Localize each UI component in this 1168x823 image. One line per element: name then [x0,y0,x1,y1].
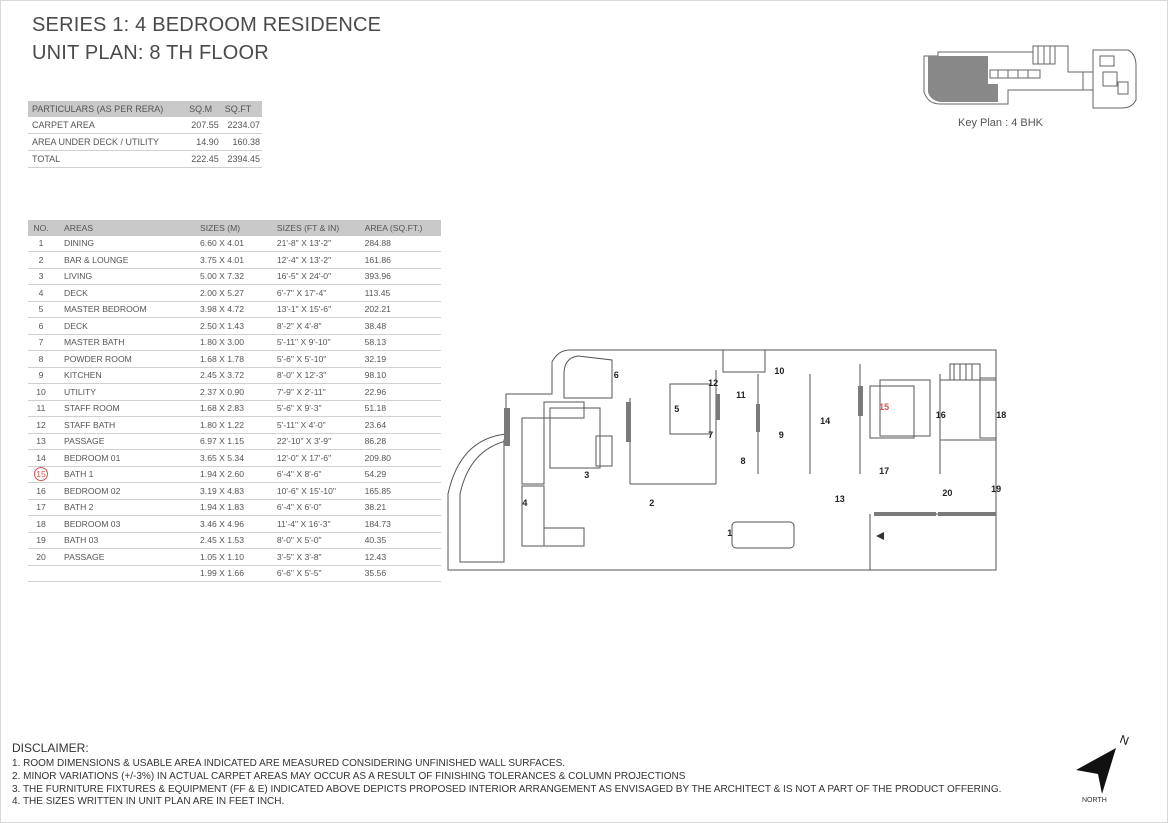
area-sqft: 98.10 [361,367,441,384]
size-ft: 6'-4" X 6'-0" [265,499,361,516]
room-number-label: 4 [522,498,528,508]
size-ft: 6'-6" X 5'-5" [265,565,361,582]
table-row [28,433,441,450]
area-name: BATH 2 [54,499,172,516]
table-row [28,532,441,549]
size-m: 2.37 X 0.90 [172,384,265,401]
size-m: 2.00 X 5.27 [172,285,265,302]
row-number: 9 [28,367,54,384]
area-sqft: 23.64 [361,417,441,434]
row-number: 2 [28,252,54,269]
room-number-label: 13 [834,494,845,504]
area-name: BATH 03 [54,532,172,549]
area-sqft: 113.45 [361,285,441,302]
table-row [28,549,441,566]
size-ft: 11'-4" X 16'-3" [265,516,361,533]
page-title [32,11,381,67]
sizes-ft-header: SIZES (FT & IN) [265,220,361,236]
size-m: 1.99 X 1.66 [172,565,265,582]
area-name: DECK [54,318,172,335]
particulars-label: TOTAL [28,151,185,168]
row-number: 19 [28,532,54,549]
sqm-value: 207.55 [185,117,221,134]
disclaimer-line-1: 1. ROOM DIMENSIONS & USABLE AREA INDICATED ARE MEASURED CONSIDERING UNFINISHED WALL SURFACES. [12,758,566,769]
table-row [28,268,441,285]
size-m: 2.45 X 3.72 [172,367,265,384]
size-ft: 22'-10" X 3'-9" [265,433,361,450]
area-name: PASSAGE [54,549,172,566]
row-number: 1 [28,236,54,252]
particulars-header-row [28,101,262,117]
size-m: 1.94 X 1.83 [172,499,265,516]
room-number-label: 19 [991,484,1002,494]
room-number-label: 15 [879,402,890,412]
size-m: 2.45 X 1.53 [172,532,265,549]
size-m: 3.19 X 4.83 [172,483,265,500]
row-number: 10 [28,384,54,401]
sqm-value: 14.90 [185,134,221,151]
disclaimer-line-4: 4. THE SIZES WRITTEN IN UNIT PLAN ARE IN FEET INCH. [12,796,285,808]
size-m: 6.97 X 1.15 [172,433,265,450]
areas-table [28,220,441,582]
room-number-label: 12 [708,378,719,388]
size-ft: 5'-6" X 5'-10" [265,351,361,368]
sqm-value: 222.45 [185,151,221,168]
row-number: 13 [28,433,54,450]
size-ft: 12'-4" X 13'-2" [265,252,361,269]
area-sqft: 209.80 [361,450,441,467]
no-header: NO. [28,220,54,236]
table-row [28,499,441,516]
room-number-label: 3 [584,470,590,480]
table-row [28,236,441,252]
size-m: 3.75 X 4.01 [172,252,265,269]
row-number: 5 [28,301,54,318]
area-sqft: 393.96 [361,268,441,285]
table-row [28,318,441,335]
north-label: NORTH [1082,797,1107,804]
particulars-row [28,151,262,168]
area-sqft: 35.56 [361,565,441,582]
room-number-label: 7 [708,430,714,440]
area-sqft: 38.21 [361,499,441,516]
table-row [28,466,441,483]
table-row [28,252,441,269]
floor-plan-drawing [440,344,1007,576]
table-row [28,417,441,434]
area-sqft: 184.73 [361,516,441,533]
area-name: KITCHEN [54,367,172,384]
area-name: STAFF BATH [54,417,172,434]
area-name: MASTER BEDROOM [54,301,172,318]
particulars-label: AREA UNDER DECK / UTILITY [28,134,185,151]
area-sqft: 54.29 [361,466,441,483]
room-number-label: 16 [935,410,946,420]
room-number-label: 18 [996,410,1007,420]
area-sqft: 22.96 [361,384,441,401]
sizes-m-header: SIZES (M) [172,220,265,236]
room-number-label: 11 [736,390,746,400]
area-name: DECK [54,285,172,302]
row-number [28,466,54,483]
row-number: 18 [28,516,54,533]
sqft-value: 160.38 [221,134,262,151]
room-number-label: 9 [778,430,784,440]
area-sqft: 40.35 [361,532,441,549]
size-m: 6.60 X 4.01 [172,236,265,252]
size-m: 1.68 X 2.83 [172,400,265,417]
table-row [28,384,441,401]
row-number: 16 [28,483,54,500]
area-name: BATH 1 [54,466,172,483]
room-number-label: 17 [879,466,890,476]
size-ft: 8'-2" X 4'-8" [265,318,361,335]
size-m: 3.65 X 5.34 [172,450,265,467]
room-number-label: 20 [942,488,953,498]
area-name: BEDROOM 02 [54,483,172,500]
key-plan-drawing [918,42,1140,114]
particulars-table [28,101,262,168]
size-ft: 10'-6" X 15'-10" [265,483,361,500]
row-number: 7 [28,334,54,351]
table-row [28,450,441,467]
title-unit-plan: UNIT PLAN: 8 TH FLOOR [32,42,269,64]
area-name [54,565,172,582]
size-ft: 21'-8" X 13'-2" [265,236,361,252]
highlighted-row-number: 15 [34,467,48,481]
size-ft: 13'-1" X 15'-6" [265,301,361,318]
disclaimer-line-3: 3. THE FURNITURE FIXTURES & EQUIPMENT (FF & E) INDICATED ABOVE DEPICTS PROPOSED INTERIOR ARRANGEMENT AS ENVISAGED BY THE ARCHITECT & IS NOT A PART OF THE PRODUCT OFFERING. [12,783,1002,795]
table-row [28,285,441,302]
particulars-label: CARPET AREA [28,117,185,134]
size-m: 1.94 X 2.60 [172,466,265,483]
size-m: 1.68 X 1.78 [172,351,265,368]
area-sqft: 202.21 [361,301,441,318]
size-m: 5.00 X 7.32 [172,268,265,285]
area-name: BEDROOM 01 [54,450,172,467]
size-ft: 7'-9" X 2'-11" [265,384,361,401]
row-number: 3 [28,268,54,285]
areas-header: AREAS [54,220,172,236]
size-ft: 6'-4" X 8'-6" [265,466,361,483]
room-number-label: 1 [727,528,733,538]
key-plan-label: Key Plan : 4 BHK [958,117,1043,129]
size-m: 1.80 X 3.00 [172,334,265,351]
row-number [28,565,54,582]
area-sqft: 51.18 [361,400,441,417]
row-number: 12 [28,417,54,434]
row-number: 17 [28,499,54,516]
areas-header-row [28,220,441,236]
particulars-row [28,134,262,151]
particulars-header: PARTICULARS (AS PER RERA) [28,101,185,117]
room-number-label: 8 [740,456,746,466]
area-sqft: 12.43 [361,549,441,566]
row-number: 8 [28,351,54,368]
area-name: PASSAGE [54,433,172,450]
size-ft: 3'-5" X 3'-8" [265,549,361,566]
room-number-label: 5 [674,404,680,414]
title-series: SERIES 1: 4 BEDROOM RESIDENCE [32,14,382,36]
table-row [28,400,441,417]
table-row [28,301,441,318]
area-sqft: 165.85 [361,483,441,500]
area-name: MASTER BATH [54,334,172,351]
size-ft: 16'-5" X 24'-0" [265,268,361,285]
disclaimer-heading: DISCLAIMER: [12,741,89,755]
size-ft: 5'-11" X 4'-0" [265,417,361,434]
area-name: STAFF ROOM [54,400,172,417]
size-ft: 5'-6" X 9'-3" [265,400,361,417]
disclaimer [12,741,1001,809]
size-ft: 5'-11" X 9'-10" [265,334,361,351]
area-name: DINING [54,236,172,252]
size-ft: 6'-7" X 17'-4" [265,285,361,302]
area-sqft: 58.13 [361,334,441,351]
area-name: LIVING [54,268,172,285]
table-row [28,351,441,368]
area-sqft-header: AREA (SQ.FT.) [361,220,441,236]
size-ft: 12'-0" X 17'-6" [265,450,361,467]
table-row [28,367,441,384]
area-name: UTILITY [54,384,172,401]
room-number-label: 14 [820,416,831,426]
row-number: 20 [28,549,54,566]
area-sqft: 38.48 [361,318,441,335]
size-ft: 8'-0" X 5'-0" [265,532,361,549]
size-m: 1.05 X 1.10 [172,549,265,566]
particulars-row [28,117,262,134]
table-row [28,483,441,500]
sqft-header: SQ.FT [221,101,262,117]
sqft-value: 2234.07 [221,117,262,134]
area-name: BEDROOM 03 [54,516,172,533]
size-m: 1.80 X 1.22 [172,417,265,434]
table-row [28,516,441,533]
row-number: 11 [28,400,54,417]
disclaimer-line-2: 2. MINOR VARIATIONS (+/-3%) IN ACTUAL CARPET AREAS MAY OCCUR AS A RESULT OF FINISHING TOLERANCES & COLUMN PROJECTIONS [12,770,686,782]
size-m: 3.98 X 4.72 [172,301,265,318]
row-number: 4 [28,285,54,302]
area-sqft: 32.19 [361,351,441,368]
area-sqft: 86.28 [361,433,441,450]
area-name: POWDER ROOM [54,351,172,368]
area-name: BAR & LOUNGE [54,252,172,269]
room-number-label: 6 [613,370,619,380]
area-sqft: 284.88 [361,236,441,252]
sqft-value: 2394.45 [221,151,262,168]
row-number: 6 [28,318,54,335]
room-number-label: 10 [774,366,785,376]
table-row [28,334,441,351]
table-row [28,565,441,582]
sqm-header: SQ.M [185,101,221,117]
size-m: 3.46 X 4.96 [172,516,265,533]
room-number-label: 2 [649,498,655,508]
north-letter: N [1117,732,1131,749]
area-sqft: 161.86 [361,252,441,269]
size-m: 2.50 X 1.43 [172,318,265,335]
row-number: 14 [28,450,54,467]
size-ft: 8'-0" X 12'-3" [265,367,361,384]
